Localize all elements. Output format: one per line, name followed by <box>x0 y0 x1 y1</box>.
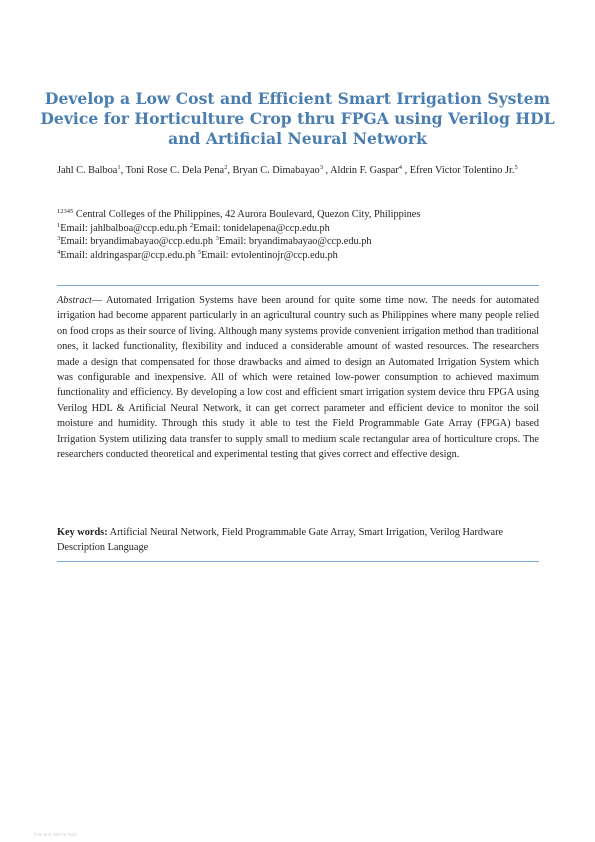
author-name: Efren Victor Tolentino Jr. <box>409 165 515 176</box>
paper-title <box>40 89 555 149</box>
divider-bottom <box>57 561 539 562</box>
email-text: Email: bryandimabayao@ccp.edu.ph <box>60 236 216 247</box>
author-sep: , <box>120 165 126 176</box>
affiliation-text: Central Colleges of the Philippines, 42 Aurora Boulevard, Quezon City, Philippines <box>73 209 421 220</box>
author-affil-sup: 4 <box>398 164 403 171</box>
title-line: Device for Horticulture Crop thru FPGA using Verilog HDL <box>40 109 555 128</box>
author-sep: , <box>402 165 410 176</box>
author-list <box>57 164 547 178</box>
email-sup: 5 <box>197 248 202 256</box>
email-sup: 1 <box>57 221 61 229</box>
title-line: Develop a Low Cost and Efficient Smart Irrigation System <box>44 89 551 108</box>
abstract-text: Automated Irrigation Systems have been around for quite some time now. The needs for automated irrigation had become apparent particularly in an agricultural country such as Philippines where many people relied on food crops as their source of living. Although many systems provide convenient irrigation method than traditional ones, it lacked functionality, flexibility and induced a considerable amount of wasted resources. The researchers made a design that compensated for those drawbacks and aimed to design an Automated Irrigation System which was configurable and inexpensive. All of which were retained low-power consumption to achieved maximum functionality and efficiency. By developing a low cost and efficient smart irrigation system device thru FPGA using Verilog HDL & Artificial Neural Network, it can get correct parameter and efficient device to monitor the soil moisture and humidity. Through this study it able to test the Field Programmable Gate Array (FPGA) based Irrigation System utilizing data transfer to supply small to medium scale rectangular area of horticulture crops. The researchers conducted theoretical and experimental testing that gives correct and effective design. <box>57 295 539 461</box>
author-affil-sup: 5 <box>514 164 518 171</box>
author-name: Aldrin F. Gaspar <box>330 165 399 176</box>
affiliation-sup: 12345 <box>57 208 74 215</box>
email-line <box>57 249 547 263</box>
email-sup: 3 <box>215 235 219 242</box>
keywords <box>57 525 539 556</box>
abstract-dash: — <box>91 295 106 306</box>
divider-top <box>57 285 539 286</box>
author-sep: , <box>227 165 233 176</box>
author-name: Jahl C. Balboa <box>57 165 118 176</box>
abstract <box>57 293 539 462</box>
email-sup: 3 <box>57 235 61 242</box>
author-affil-sup: 2 <box>224 164 228 171</box>
author-sep: , <box>322 165 331 176</box>
author-name: Toni Rose C. Dela Pena <box>125 165 225 176</box>
email-text: Email: bryandimabayao@ccp.edu.ph <box>218 236 372 247</box>
abstract-label: Abstract <box>57 295 92 306</box>
affiliation-line <box>57 208 547 222</box>
footer-watermark: Free and safe to read <box>34 832 77 837</box>
email-line <box>57 235 547 249</box>
affiliation-block <box>57 208 547 262</box>
email-text: Email: jahlbalboa@ccp.edu.ph <box>60 222 190 234</box>
author-name: Bryan C. Dimabayao <box>232 165 320 176</box>
keywords-text: Artificial Neural Network, Field Programmable Gate Array, Smart Irrigation, Verilog Hardware Description Language <box>57 527 504 554</box>
email-text: Email: aldringaspar@ccp.edu.ph <box>60 249 198 261</box>
title-line: and Artificial Neural Network <box>168 129 427 148</box>
email-text: Email: evtolentinojr@ccp.edu.ph <box>201 249 338 261</box>
author-affil-sup: 1 <box>117 164 121 171</box>
author-affil-sup: 3 <box>319 164 323 171</box>
email-line <box>57 222 547 236</box>
email-text: Email: tonidelapena@ccp.edu.ph <box>193 222 330 234</box>
keywords-label: Key words: <box>57 527 108 538</box>
email-sup: 2 <box>189 221 194 229</box>
email-sup: 4 <box>57 248 61 256</box>
